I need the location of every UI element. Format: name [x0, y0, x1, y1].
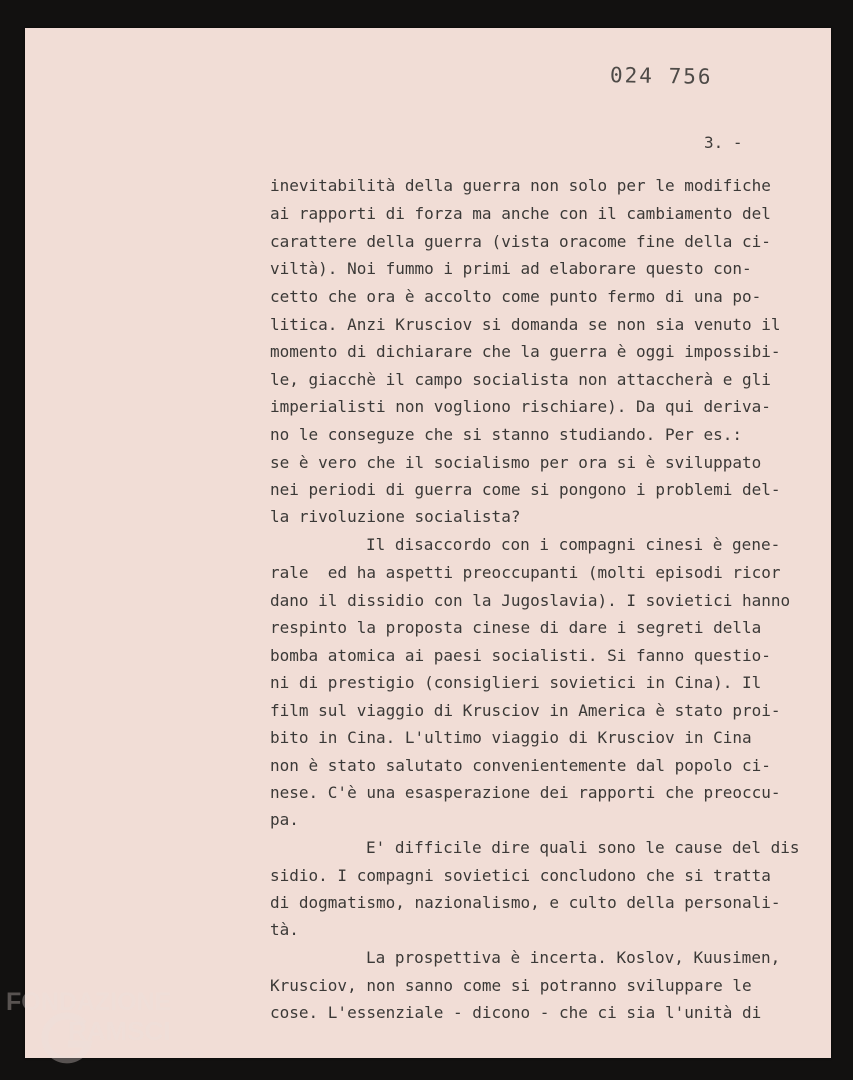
text-line: Krusciov, non sanno come si potranno sviluppare le — [270, 976, 752, 995]
text-line: Il disaccordo con i compagni cinesi è gene- — [366, 535, 781, 554]
text-line: respinto la proposta cinese di dare i segreti della — [270, 618, 762, 637]
watermark-onlus: onlus — [182, 1048, 204, 1058]
text-line: la rivoluzione socialista? — [270, 507, 521, 526]
text-line: sidio. I compagni sovietici concludono che si tratta — [270, 866, 771, 885]
text-line: cose. L'essenziale - dicono - che ci sia l'unità di — [270, 1003, 762, 1022]
text-line: bomba atomica ai paesi socialisti. Si fanno questio- — [270, 646, 771, 665]
text-line: bito in Cina. L'ultimo viaggio di Krusciov in Cina — [270, 728, 752, 747]
text-line: film sul viaggio di Krusciov in America è stato proi- — [270, 701, 781, 720]
text-line: tà. — [270, 920, 299, 939]
page-number: 3. - — [704, 133, 743, 152]
archive-folio-number: 024 756 — [609, 63, 713, 89]
text-line: no le conseguze che si stanno studiando. Per es.: — [270, 425, 743, 444]
text-line: di dogmatismo, nazionalismo, e culto della personali- — [270, 893, 781, 912]
text-line: rale ed ha aspetti preoccupanti (molti episodi ricor — [270, 563, 781, 582]
text-line: imperialisti non vogliono rischiare). Da qui deriva- — [270, 397, 771, 416]
text-line: carattere della guerra (vista oracome fine della ci- — [270, 232, 771, 251]
text-line: pa. — [270, 810, 299, 829]
text-line: viltà). Noi fummo i primi ad elaborare questo con- — [270, 259, 752, 278]
watermark-line2: RAMSCI — [68, 1016, 171, 1046]
text-line: ai rapporti di forza ma anche con il cambiamento del — [270, 204, 771, 223]
text-line: momento di dichiarare che la guerra è oggi impossibi- — [270, 342, 781, 361]
text-line: La prospettiva è incerta. Koslov, Kuusimen, — [366, 948, 781, 967]
fondazione-gramsci-watermark — [6, 988, 211, 1068]
text-line: se è vero che il socialismo per ora si è sviluppato — [270, 453, 762, 472]
text-line: cetto che ora è accolto come punto fermo di una po- — [270, 287, 762, 306]
text-line: litica. Anzi Krusciov si domanda se non sia venuto il — [270, 315, 781, 334]
watermark-line1: FONDAZIONE — [6, 988, 172, 1016]
text-line: dano il dissidio con la Jugoslavia). I sovietici hanno — [270, 591, 791, 610]
text-line: nese. C'è una esasperazione dei rapporti che preoccu- — [270, 783, 781, 802]
text-line: le, giacchè il campo socialista non attaccherà e gli — [270, 370, 771, 389]
text-line: ni di prestigio (consiglieri sovietici in Cina). Il — [270, 673, 762, 692]
text-line: nei periodi di guerra come si pongono i problemi del- — [270, 480, 781, 499]
text-line: E' difficile dire quali sono le cause del dis — [366, 838, 800, 857]
text-line: inevitabilità della guerra non solo per le modifiche — [270, 176, 771, 195]
text-line: non è stato salutato convenientemente dal popolo ci- — [270, 756, 771, 775]
